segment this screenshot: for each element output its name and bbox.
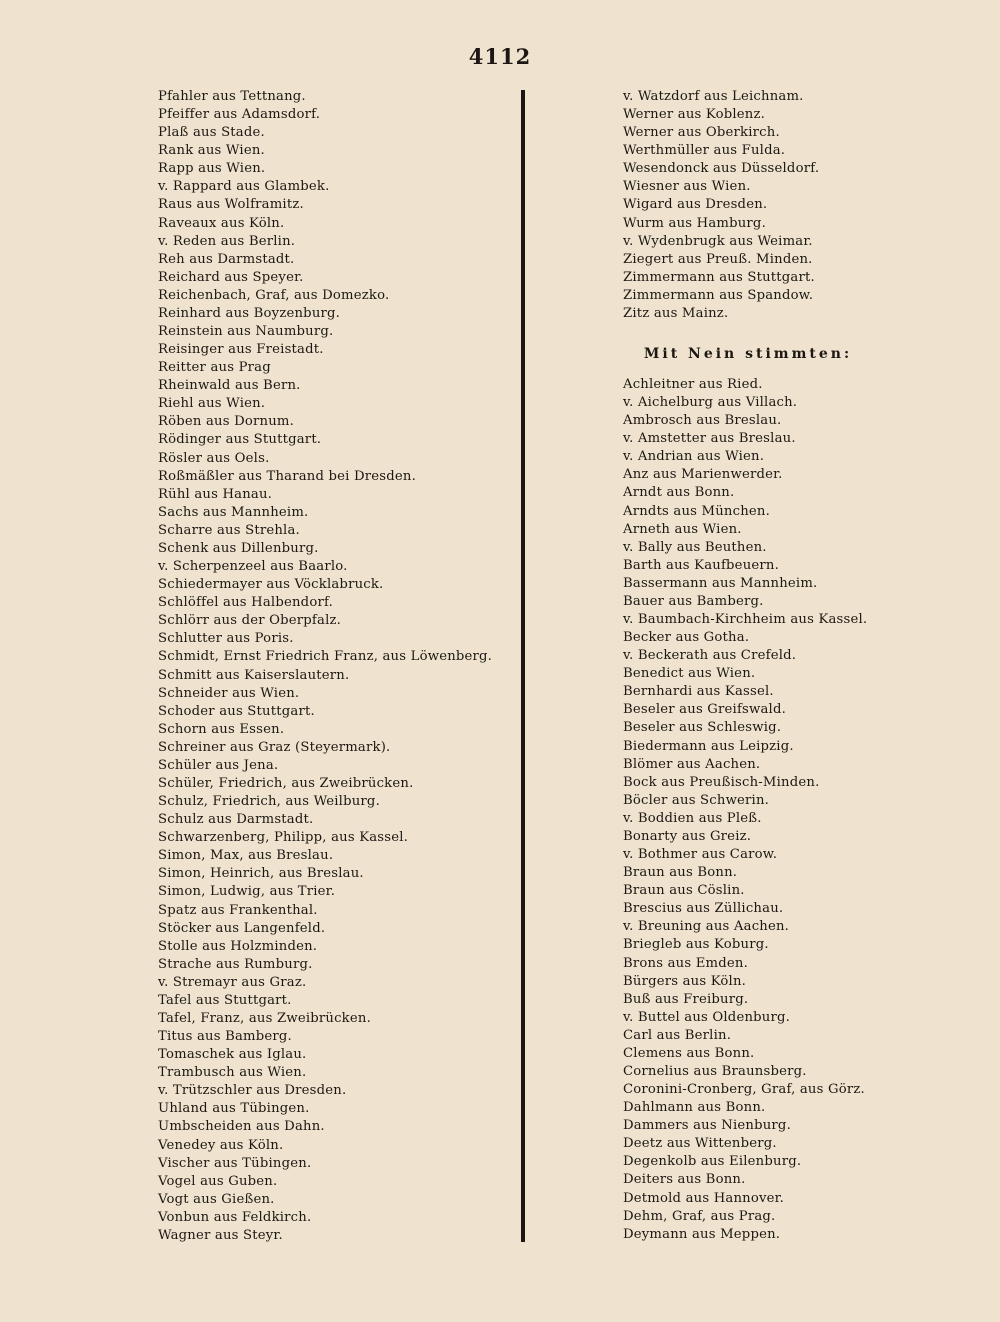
right-column-top	[623, 88, 819, 323]
list-item: Reisinger aus Freistadt.	[158, 342, 324, 358]
list-item: Blömer aus Aachen.	[623, 756, 761, 772]
list-item: Reichenbach, Graf, aus Domezko.	[158, 287, 390, 303]
list-item: Dammers aus Nienburg.	[623, 1118, 791, 1134]
list-item: v. Wydenbrugk aus Weimar.	[623, 233, 813, 249]
list-item: Uhland aus Tübingen.	[158, 1101, 310, 1117]
list-item: Schorn aus Essen.	[158, 721, 285, 737]
page-number: 4112	[468, 44, 532, 69]
list-item: Werthmüller aus Fulda.	[623, 143, 786, 159]
list-item: Briegleb aus Koburg.	[623, 937, 769, 953]
list-item: Bonarty aus Greiz.	[623, 828, 752, 844]
list-item: Degenkolb aus Eilenburg.	[623, 1154, 802, 1170]
list-item: Achleitner aus Ried.	[623, 377, 763, 392]
list-item: Vogt aus Gießen.	[158, 1191, 275, 1207]
list-item: Stolle aus Holzminden.	[158, 938, 318, 954]
list-item: Venedey aus Köln.	[158, 1137, 284, 1153]
list-item: Pfeiffer aus Adamsdorf.	[158, 107, 321, 123]
list-item: Umbscheiden aus Dahn.	[158, 1119, 325, 1135]
list-item: Ambrosch aus Breslau.	[623, 413, 782, 429]
list-item: Detmold aus Hannover.	[623, 1190, 785, 1206]
list-item: v. Breuning aus Aachen.	[623, 919, 790, 935]
list-item: Wiesner aus Wien.	[623, 179, 751, 195]
list-item: Schulz aus Darmstadt.	[158, 812, 314, 828]
list-item: Bauer aus Bamberg.	[623, 593, 764, 609]
list-item: Benedict aus Wien.	[623, 666, 756, 682]
list-item: v. Buttel aus Oldenburg.	[623, 1009, 791, 1025]
list-item: Becker aus Gotha.	[623, 630, 750, 646]
list-item: Barth aus Kaufbeuern.	[623, 557, 779, 573]
list-item: Cornelius aus Braunsberg.	[623, 1063, 807, 1079]
list-item: Braun aus Cöslin.	[623, 883, 745, 899]
list-item: Sachs aus Mannheim.	[158, 504, 309, 520]
list-item: Deiters aus Bonn.	[623, 1172, 746, 1188]
list-item: Arneth aus Wien.	[623, 521, 742, 537]
list-item: Schiedermayer aus Vöcklabruck.	[158, 577, 384, 593]
list-item: v. Reden aus Berlin.	[158, 233, 296, 249]
list-item: Wagner aus Steyr.	[158, 1227, 283, 1243]
list-item: Strache aus Rumburg.	[158, 956, 313, 972]
list-item: Schulz, Friedrich, aus Weilburg.	[158, 794, 380, 810]
list-item: Reitter aus Prag	[158, 360, 271, 376]
list-item: v. Bothmer aus Carow.	[623, 847, 778, 863]
list-item: Pfahler aus Tettnang.	[158, 89, 306, 104]
list-item: Zimmermann aus Spandow.	[623, 287, 814, 303]
list-item: Deetz aus Wittenberg.	[623, 1136, 777, 1152]
list-item: Schlöffel aus Halbendorf.	[158, 595, 333, 611]
list-item: Schoder aus Stuttgart.	[158, 703, 315, 719]
list-item: Reinstein aus Naumburg.	[158, 324, 334, 340]
list-item: Rühl aus Hanau.	[158, 486, 273, 502]
list-item: Riehl aus Wien.	[158, 396, 266, 412]
list-item: Raus aus Wolframitz.	[158, 197, 304, 213]
list-item: Clemens aus Bonn.	[623, 1045, 755, 1061]
list-item: v. Watzdorf aus Leichnam.	[623, 89, 804, 104]
list-item: Coronini-Cronberg, Graf, aus Görz.	[623, 1082, 865, 1098]
list-item: Bock aus Preußisch-Minden.	[623, 774, 820, 790]
list-item: Tafel aus Stuttgart.	[158, 992, 292, 1008]
list-item: Werner aus Oberkirch.	[623, 125, 780, 141]
list-item: Brons aus Emden.	[623, 955, 748, 971]
list-item: Carl aus Berlin.	[623, 1027, 732, 1043]
list-item: Ziegert aus Preuß. Minden.	[623, 251, 813, 267]
list-item: Simon, Max, aus Breslau.	[158, 848, 334, 864]
list-item: Dehm, Graf, aus Prag.	[623, 1208, 776, 1224]
list-item: Beseler aus Schleswig.	[623, 720, 782, 736]
list-item: Schmitt aus Kaiserslautern.	[158, 667, 350, 683]
list-item: Schlörr aus der Oberpfalz.	[158, 613, 342, 629]
list-item: Wigard aus Dresden.	[623, 197, 768, 213]
list-item: Brescius aus Züllichau.	[623, 901, 784, 917]
list-item: v. Trützschler aus Dresden.	[158, 1083, 347, 1099]
list-item: Braun aus Bonn.	[623, 865, 738, 881]
list-item: Schlutter aus Poris.	[158, 631, 294, 647]
list-item: v. Aichelburg aus Villach.	[623, 395, 798, 411]
list-item: Biedermann aus Leipzig.	[623, 738, 794, 754]
list-item: Vischer aus Tübingen.	[158, 1155, 312, 1171]
list-item: Schneider aus Wien.	[158, 685, 300, 701]
list-item: Raveaux aus Köln.	[158, 215, 285, 231]
list-item: Reichard aus Speyer.	[158, 269, 304, 285]
column-divider	[521, 90, 525, 1242]
list-item: Böcler aus Schwerin.	[623, 792, 770, 808]
list-item: Zimmermann aus Stuttgart.	[623, 269, 815, 285]
list-item: Plaß aus Stade.	[158, 125, 265, 141]
list-item: Schenk aus Dillenburg.	[158, 540, 319, 556]
list-item: Arndt aus Bonn.	[623, 485, 735, 501]
list-item: Anz aus Marienwerder.	[623, 467, 783, 483]
list-item: Schüler aus Jena.	[158, 757, 279, 773]
list-item: Röben aus Dornum.	[158, 414, 295, 430]
list-item: Vonbun aus Feldkirch.	[158, 1209, 312, 1225]
list-item: Schwarzenberg, Philipp, aus Kassel.	[158, 830, 409, 846]
list-item: Rödinger aus Stuttgart.	[158, 432, 322, 448]
list-item: v. Boddien aus Pleß.	[623, 810, 762, 826]
list-item: Rapp aus Wien.	[158, 161, 266, 177]
list-item: Stöcker aus Langenfeld.	[158, 920, 326, 936]
list-item: v. Bally aus Beuthen.	[623, 539, 767, 555]
list-item: Beseler aus Greifswald.	[623, 702, 787, 718]
list-item: Tafel, Franz, aus Zweibrücken.	[158, 1010, 371, 1026]
list-item: Buß aus Freiburg.	[623, 991, 749, 1007]
list-item: Deymann aus Meppen.	[623, 1226, 781, 1242]
list-item: Werner aus Koblenz.	[623, 107, 766, 123]
list-item: Bernhardi aus Kassel.	[623, 684, 774, 700]
list-item: Wesendonck aus Düsseldorf.	[623, 161, 820, 177]
list-item: Vogel aus Guben.	[158, 1173, 278, 1189]
list-item: Rheinwald aus Bern.	[158, 378, 301, 394]
list-item: Wurm aus Hamburg.	[623, 215, 766, 231]
list-item: v. Scherpenzeel aus Baarlo.	[158, 559, 348, 575]
list-item: Reinhard aus Boyzenburg.	[158, 305, 341, 321]
list-item: Rank aus Wien.	[158, 143, 265, 159]
list-item: Arndts aus München.	[623, 503, 770, 519]
list-item: v. Amstetter aus Breslau.	[623, 431, 796, 447]
list-item: v. Stremayr aus Graz.	[158, 974, 307, 990]
list-item: Schüler, Friedrich, aus Zweibrücken.	[158, 775, 414, 791]
section-heading: Mit Nein stimmten:	[643, 346, 853, 362]
list-item: Dahlmann aus Bonn.	[623, 1100, 766, 1116]
list-item: Zitz aus Mainz.	[623, 305, 729, 321]
right-column-bottom	[623, 376, 867, 1244]
list-item: Tomaschek aus Iglau.	[158, 1047, 307, 1063]
left-column	[158, 88, 492, 1245]
list-item: v. Beckerath aus Crefeld.	[623, 648, 797, 664]
list-item: Schmidt, Ernst Friedrich Franz, aus Löwenberg.	[158, 649, 493, 665]
list-item: Titus aus Bamberg.	[158, 1029, 292, 1045]
list-item: Roßmäßler aus Tharand bei Dresden.	[158, 468, 416, 484]
list-item: Reh aus Darmstadt.	[158, 251, 295, 267]
list-item: Spatz aus Frankenthal.	[158, 902, 318, 918]
list-item: Bassermann aus Mannheim.	[623, 575, 818, 591]
list-item: Simon, Heinrich, aus Breslau.	[158, 866, 364, 882]
list-item: Scharre aus Strehla.	[158, 522, 300, 538]
list-item: Bürgers aus Köln.	[623, 973, 747, 989]
list-item: v. Baumbach-Kirchheim aus Kassel.	[623, 612, 868, 628]
list-item: Rösler aus Oels.	[158, 450, 270, 466]
list-item: Simon, Ludwig, aus Trier.	[158, 884, 336, 900]
list-item: Schreiner aus Graz (Steyermark).	[158, 739, 391, 755]
list-item: v. Rappard aus Glambek.	[158, 179, 330, 195]
list-item: v. Andrian aus Wien.	[623, 449, 765, 465]
list-item: Trambusch aus Wien.	[158, 1065, 307, 1081]
